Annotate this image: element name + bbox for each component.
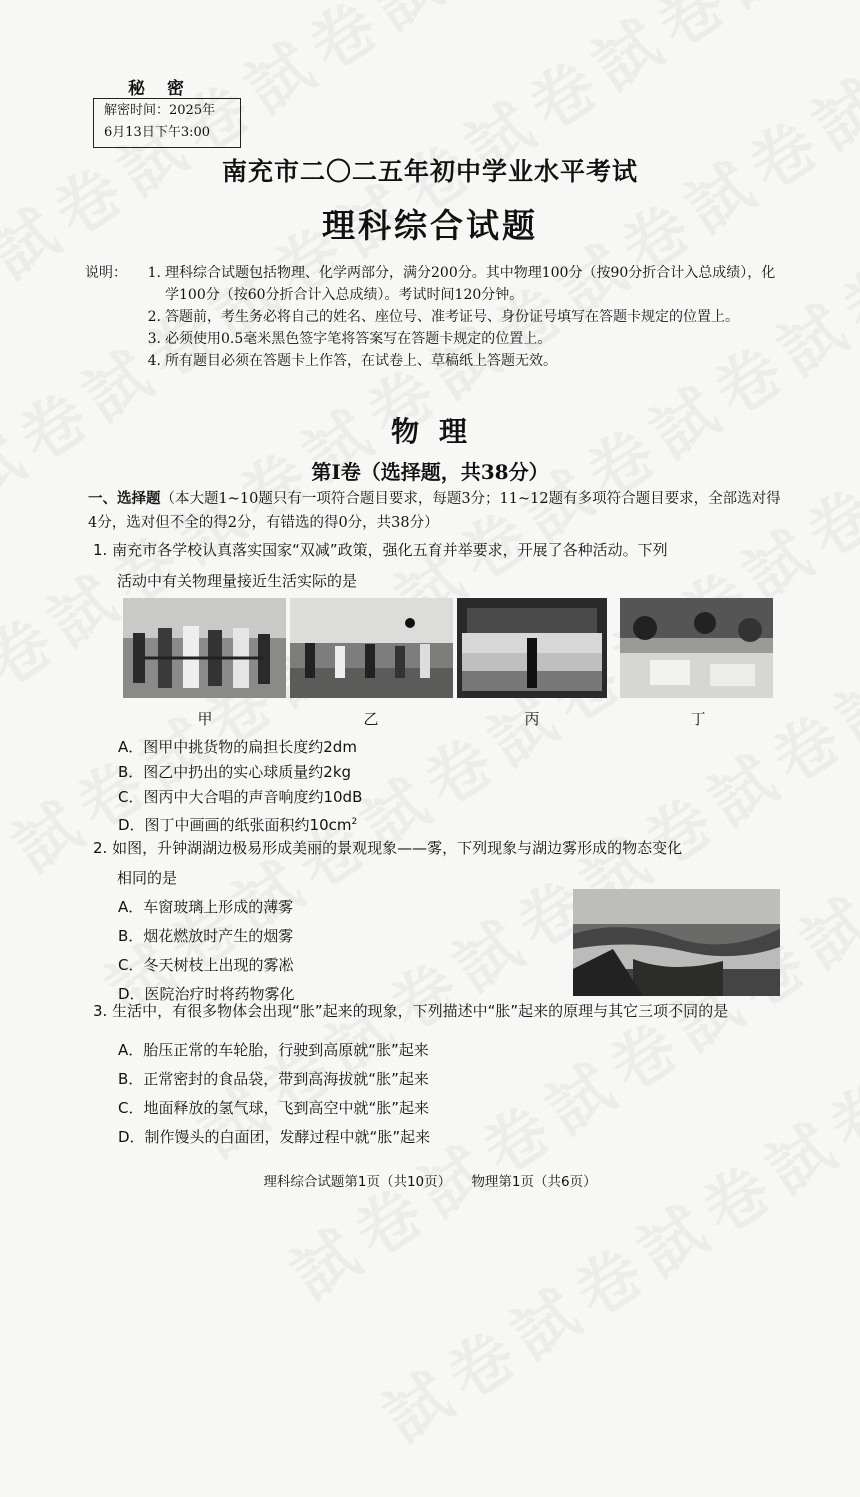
- instruction-item: 说明： 1. 理科综合试题包括物理、化学两部分，满分200分。其中物理100分（按90分折合计入总成绩），化学100分（按60分折合计入总成绩）。考试时间120分钟。: [85, 262, 785, 306]
- part-title: 第Ⅰ卷（选择题，共38分）: [311, 460, 549, 484]
- option-c: C．图丙中大合唱的声音响度约10dB: [118, 788, 363, 806]
- instructions-label: 说明：: [85, 265, 127, 281]
- photo-ding: [620, 598, 773, 698]
- option-d: D．医院治疗时将药物雾化: [118, 985, 295, 1003]
- caption-bing: 丙: [524, 710, 540, 728]
- question-2-options: [118, 893, 518, 1009]
- exam-title: 南充市二〇二五年初中学业水平考试: [221, 157, 638, 186]
- photo-yi: [290, 598, 453, 698]
- option-c: C．地面释放的氢气球，飞到高空中就“胀”起来: [118, 1099, 430, 1117]
- instruction-item: 2. 答题前，考生务必将自己的姓名、座位号、准考证号、身份证号填写在答题卡规定的位置上。: [147, 309, 739, 325]
- emphasis-text: 不同 · ·: [668, 1002, 698, 1020]
- lake-fog-photo: [573, 889, 780, 996]
- instructions: [85, 262, 785, 372]
- question-1-stem: 1. 南充市各学校认真落实国家“双减”政策，强化五育并举要求，开展了各种活动。下列 活动中有关物理量接近生活实际的是: [93, 541, 668, 590]
- question-3-stem: 3. 生活中，有很多物体会出现“胀”起来的现象，下列描述中“胀”起来的原理与其它三项不同 · ·的是: [93, 997, 793, 1026]
- option-a: A．车窗玻璃上形成的薄雾: [118, 898, 294, 916]
- question-3-options: [118, 1036, 538, 1152]
- caption-yi: 乙: [363, 710, 379, 728]
- subject-title: 物理: [390, 415, 487, 448]
- secret-label: 秘密: [128, 79, 206, 99]
- option-b: B．图乙中扔出的实心球质量约2kg: [118, 763, 352, 781]
- option-c: C．冬天树枝上出现的雾凇: [118, 956, 294, 974]
- paper-title: 理科综合试题: [322, 206, 538, 245]
- question-1-options: [118, 735, 518, 838]
- declass-line-1: 解密时间：2025年: [104, 103, 216, 118]
- caption-jia: 甲: [197, 710, 213, 728]
- option-d: D．图丁中画画的纸张面积约$10cm^2$: [118, 816, 358, 834]
- footer-left: 理科综合试题第1页（共10页）: [263, 1174, 452, 1190]
- footer-right: 物理第1页（共6页）: [471, 1174, 597, 1190]
- instruction-item: 3. 必须使用0.5毫米黑色签字笔将答案写在答题卡规定的位置上。: [147, 331, 552, 347]
- option-b: B．烟花燃放时产生的烟雾: [118, 927, 294, 945]
- option-b: B．正常密封的食品袋，带到高海拔就“胀”起来: [118, 1070, 429, 1088]
- caption-ding: 丁: [690, 710, 706, 728]
- photo-bing: [457, 598, 607, 698]
- question-1-photos: [123, 598, 773, 700]
- question-2-stem: 2. 如图，升钟湖湖边极易形成美丽的景观现象——雾，下列现象与湖边雾形成的物态变化 相同的是: [93, 839, 683, 887]
- option-a: A．胎压正常的车轮胎，行驶到高原就“胀”起来: [118, 1041, 429, 1059]
- section-head: 一、选择题: [88, 490, 161, 507]
- section-heading: [88, 487, 788, 535]
- option-d: D．制作馒头的白面团，发酵过程中就“胀”起来: [118, 1128, 431, 1146]
- instruction-item: 4. 所有题目必须在答题卡上作答，在试卷上、草稿纸上答题无效。: [147, 353, 557, 369]
- photo-jia: [123, 598, 286, 698]
- declass-line-2: 6月13日下午3:00: [104, 125, 211, 140]
- photo-captions: [123, 708, 773, 728]
- section-description: （本大题1~10题只有一项符合题目要求，每题3分；11~12题有多项符合题目要求，全部选对得4分，选对但不全的得2分，有错选的得0分，共38分）: [88, 491, 781, 531]
- declassification-box: [93, 98, 241, 148]
- option-a: A．图甲中挑货物的扁担长度约2dm: [118, 738, 357, 756]
- page-footer: [0, 1170, 860, 1190]
